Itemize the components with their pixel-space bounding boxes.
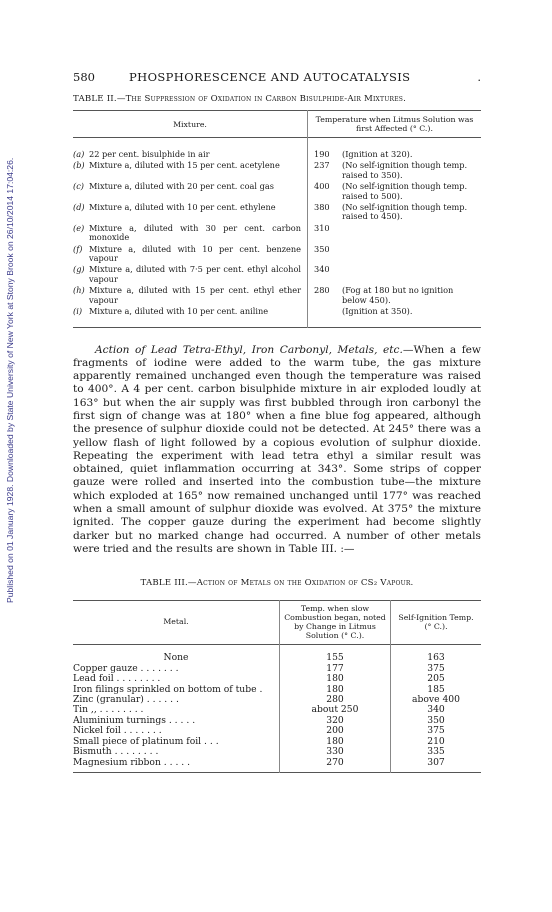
temperature-note [342,245,481,266]
header-mark: . [477,70,481,84]
table2-row [73,265,481,286]
self-ignition-temp: above 400 [391,695,482,705]
table2-row [73,203,481,224]
table3-row [73,747,481,757]
table3-col-slow: Temp. when slow Combustion began, noted by Change in Litmus Solution (° C.). [280,601,391,645]
row-label: (a) [73,149,85,159]
table2-caption-label: TABLE II. [73,94,117,104]
slow-combustion-temp: 177 [280,664,391,674]
metal-name: Nickel foil . . . . . . . [73,725,162,737]
metal-name: Copper gauze . . . . . . . [73,662,179,674]
table2-mixture-cell [73,286,308,307]
temperature-note: (No self-ignition though temp. raised to 350). [342,160,468,180]
self-ignition-temp: 335 [391,747,482,757]
metal-name: None [163,652,189,664]
table3-row [73,758,481,773]
row-label: (g) [73,264,85,275]
self-ignition-temp: 210 [391,737,482,747]
mixture-text: Mixture a, diluted with 20 per cent. coal gas [89,181,274,192]
table2-mixture-cell [73,265,308,286]
temperature-value: 237 [308,161,343,182]
table2-row [73,161,481,182]
self-ignition-temp: 205 [391,674,482,684]
table2-mixture-cell [73,224,308,245]
table2-caption [73,94,481,104]
slow-combustion-temp: about 250 [280,705,391,715]
slow-combustion-temp: 180 [280,737,391,747]
running-header [73,70,481,90]
table2 [73,110,481,328]
temperature-value: 310 [308,224,343,245]
slow-combustion-temp: 320 [280,716,391,726]
table2-mixture-cell [73,245,308,266]
table2-caption-text: —The Suppression of Oxidation in Carbon Bisulphide-Air Mixtures. [116,94,407,104]
temperature-note: (Ignition at 320). [342,149,413,159]
table2-mixture-cell [73,307,308,327]
table2-row [73,307,481,327]
table3-caption-text: —Action of Metals on the Oxidation of CS₂ Vapour. [187,578,414,589]
row-label: (d) [73,202,85,213]
paragraph-heading: Action of Lead Tetra-Ethyl, Iron Carbonyl, Metals, etc. [95,343,403,356]
table2-col-mixture: Mixture. [173,119,207,129]
mixture-text: Mixture a, diluted with 7·5 per cent. ethyl alcohol vapour [89,264,301,284]
table3-caption-label: TABLE III. [140,578,188,589]
slow-combustion-temp: 155 [280,645,391,664]
slow-combustion-temp: 180 [280,685,391,695]
temperature-note: (No self-ignition though temp. raised to 500). [342,181,468,201]
mixture-text: Mixture a, diluted with 15 per cent. ethyl ether vapour [89,285,301,305]
download-watermark: Published on 01 January 1928. Downloaded by State University of New York at Stony Brook on 26/10/2014 17:04:26. [5,157,15,603]
table2-mixture-cell [73,182,308,203]
metal-name: Small piece of platinum foil . . . [73,735,219,747]
row-label: (b) [73,160,85,171]
slow-combustion-temp: 200 [280,726,391,736]
mixture-text: Mixture a, diluted with 15 per cent. acetylene [89,160,280,171]
table2-row [73,245,481,266]
row-label: (h) [73,285,85,296]
table3-caption [73,578,481,588]
table2-mixture-cell [73,161,308,182]
metal-name: Aluminium turnings . . . . . [73,714,196,726]
slow-combustion-temp: 280 [280,695,391,705]
row-label: (c) [73,181,84,192]
temperature-value: 190 [308,138,343,162]
running-title: PHOSPHORESCENCE AND AUTOCATALYSIS [129,70,411,84]
metal-name: Tin ,, . . . . . . . . [73,704,144,716]
table3-body [73,645,481,772]
mixture-text: Mixture a, diluted with 30 per cent. carbon monoxide [89,222,301,243]
temperature-note: (Fog at 180 but no ignition below 450). [342,285,454,305]
self-ignition-temp: 185 [391,685,482,695]
table2-body [73,138,481,328]
mixture-text: Mixture a, diluted with 10 per cent. ethylene [89,202,276,213]
mixture-text: Mixture a, diluted with 10 per cent. aniline [89,306,269,317]
table3-col-self: Self-Ignition Temp. (° C.). [391,601,482,645]
temperature-note: (Ignition at 350). [342,306,413,317]
temperature-value: 380 [308,203,343,224]
table2-row [73,138,481,162]
metal-name: Iron filings sprinkled on bottom of tube . [73,683,263,695]
page-content [73,70,481,773]
self-ignition-temp: 375 [391,726,482,736]
body-paragraph [73,344,481,557]
temperature-note: (No self-ignition though temp. raised to 450). [342,202,468,222]
table2-mixture-cell [73,138,308,162]
paragraph-body: —When a few fragments of iodine were added to the warm tube, the gas mixture apparently remained unchanged even though the temperature was raised to 400°. A 4 per cent. carbon bisulphide mixture in air exploded loudly at 163° but when the air supply was first bubbled through iron carbonyl the first sign of change was at 180° when a fine blue fog appeared, although the presence of sulphur dioxide could not be detected. At 245° there was a yellow flash of light followed by a copious evolution of sulphur dioxide. Repeating the experiment with lead tetra ethyl a similar result was obtained, quiet inflammation occurring at 343°. Some strips of copper gauze were rolled and inserted into the combustion tube—the mixture which exploded at 165° now remained unchanged until 177° was reached when a small amount of sulphur dioxide was evolved. At 375° the mixture ignited. The copper gauze during the experiment had become slightly darker but no marked change had occurred. A number of other metals were tried and the results are shown in Table III. :— [73,343,481,555]
self-ignition-temp: 350 [391,716,482,726]
self-ignition-temp: 375 [391,664,482,674]
table3-col-metal: Metal. [163,617,189,627]
temperature-value: 400 [308,182,343,203]
table2-row [73,182,481,203]
self-ignition-temp: 163 [391,645,482,664]
slow-combustion-temp: 180 [280,674,391,684]
table2-mixture-cell [73,203,308,224]
temperature-value: 280 [308,286,343,307]
row-label: (e) [73,222,85,233]
row-label: (i) [73,306,83,317]
mixture-text: 22 per cent. bisulphide in air [89,149,210,159]
temperature-note [342,265,481,286]
slow-combustion-temp: 270 [280,758,391,773]
temperature-value [308,307,343,327]
table2-row [73,224,481,245]
self-ignition-temp: 307 [391,758,482,773]
metal-name: Bismuth . . . . . . . . [73,746,159,758]
page-number: 580 [73,70,95,84]
self-ignition-temp: 340 [391,705,482,715]
mixture-text: Mixture a, diluted with 10 per cent. benzene vapour [89,243,301,264]
metal-name: Lead foil . . . . . . . . [73,673,161,685]
table3-row [73,645,481,664]
temperature-value: 350 [308,245,343,266]
table3 [73,600,481,773]
row-label: (f) [73,243,83,254]
slow-combustion-temp: 330 [280,747,391,757]
metal-name: Magnesium ribbon . . . . . [73,756,191,768]
table2-row [73,286,481,307]
temperature-value: 340 [308,265,343,286]
table2-col-temperature: Temperature when Litmus Solution was first Affected (° C.). [308,111,482,138]
metal-name: Zinc (granular) . . . . . . [73,694,179,706]
temperature-note [342,224,481,245]
